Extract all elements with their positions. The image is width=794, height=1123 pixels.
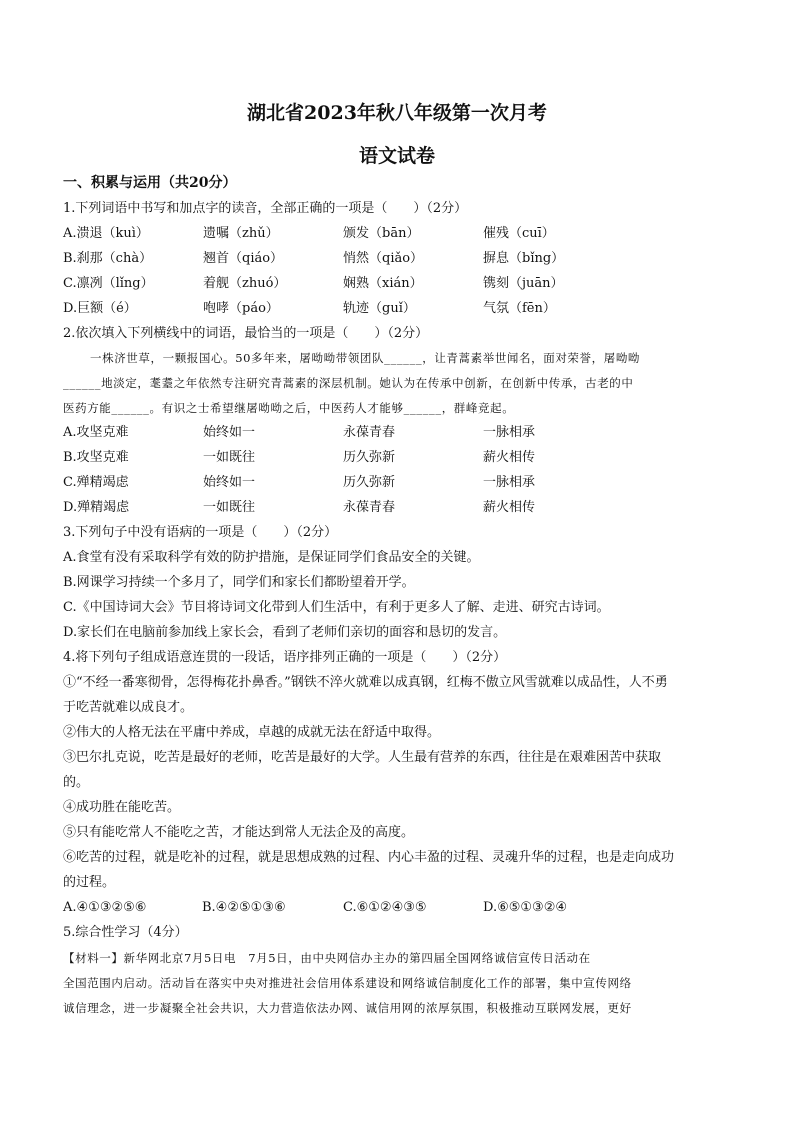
question-4-sentence-line: 于吃苦就难以成良才。 bbox=[63, 700, 194, 715]
question-2-option-row bbox=[63, 500, 763, 518]
question-1-option-row bbox=[63, 276, 763, 294]
question-5-stem: 5.综合性学习（4分） bbox=[63, 925, 188, 940]
option-cell: 镌刻（juān） bbox=[483, 276, 564, 291]
question-4-stem: 4.将下列句子组成语意连贯的一段话，语序排列正确的一项是（ ）（2分） bbox=[63, 650, 507, 665]
option-cell: 一脉相承 bbox=[483, 425, 536, 440]
option-cell: 薪火相传 bbox=[483, 500, 536, 515]
question-1-option-row bbox=[63, 301, 763, 319]
option-cell: 悄然（qiǎo） bbox=[343, 251, 424, 266]
question-1-stem: 1.下列词语中书写和加点字的读音，全部正确的一项是（ ）（2分） bbox=[63, 201, 468, 216]
option-cell: 一脉相承 bbox=[483, 475, 536, 490]
option-cell: C.凛冽（lǐng） bbox=[63, 276, 154, 291]
question-4-sentence-line: ⑥吃苦的过程，就是吃补的过程，就是思想成熟的过程、内心丰盈的过程、灵魂升华的过程，也是走向成功 bbox=[63, 850, 675, 865]
question-2-option-row bbox=[63, 450, 763, 468]
question-4-sentence-line: ④成功胜在能吃苦。 bbox=[63, 800, 181, 815]
option-cell: B.刹那（chà） bbox=[63, 251, 153, 266]
option-cell: 气氛（fēn） bbox=[483, 301, 556, 316]
section-heading: 一、积累与运用（共20分） bbox=[63, 175, 237, 191]
option-cell: 娴熟（xián） bbox=[343, 276, 423, 291]
option-cell: 历久弥新 bbox=[343, 475, 396, 490]
question-1-option-row bbox=[63, 251, 763, 269]
option-cell: 一如既往 bbox=[203, 450, 256, 465]
question-5-material-line: 诚信理念，进一步凝聚全社会共识，大力营造依法办网、诚信用网的浓厚氛围，积极推动互联网发展，更好 bbox=[63, 1001, 632, 1015]
question-2-option-row bbox=[63, 475, 763, 493]
option-cell: C.⑥①②④③⑤ bbox=[343, 900, 427, 915]
option-cell: 催残（cuī） bbox=[483, 226, 555, 241]
option-cell: 咆哮（páo） bbox=[203, 301, 279, 316]
option-cell: B.④②⑤①③⑥ bbox=[202, 900, 286, 915]
option-cell: 翘首（qiáo） bbox=[203, 251, 284, 266]
question-3-option: C.《中国诗词大会》节目将诗词文化带到人们生活中，有利于更多人了解、走进、研究古诗词。 bbox=[63, 600, 610, 615]
option-cell: A.攻坚克难 bbox=[63, 425, 129, 440]
question-2-option-row bbox=[63, 425, 763, 443]
question-2-passage-line: 一株济世草，一颗报国心。50多年来，屠呦呦带领团队______，让青蒿素举世闻名，面对荣誉，屠呦呦 bbox=[90, 351, 641, 365]
option-cell: 摒息（bǐng） bbox=[483, 251, 565, 266]
exam-subtitle: 语文试卷 bbox=[358, 145, 435, 167]
option-cell: A.④①③②⑤⑥ bbox=[63, 900, 147, 915]
question-4-sentence-line: 的。 bbox=[63, 775, 90, 790]
question-1-option-row bbox=[63, 226, 763, 244]
option-cell: 遗嘱（zhǔ） bbox=[203, 226, 279, 241]
option-cell: 始终如一 bbox=[203, 475, 256, 490]
option-cell: B.攻坚克难 bbox=[63, 450, 129, 465]
option-cell: 颁发（bān） bbox=[343, 226, 420, 241]
option-cell: 永葆青春 bbox=[343, 500, 396, 515]
option-cell: D.⑥⑤①③②④ bbox=[483, 900, 568, 915]
question-4-sentence-line: 的过程。 bbox=[63, 875, 116, 890]
option-cell: 永葆青春 bbox=[343, 425, 396, 440]
question-4-sentence-line: ①“不经一番寒彻骨，怎得梅花扑鼻香。”钢铁不淬火就难以成真钢，红梅不傲立风雪就难以成品性，人不勇 bbox=[63, 675, 668, 690]
question-4-sentence-line: ③巴尔扎克说，吃苦是最好的老师，吃苦是最好的大学。人生最有营养的东西，往往是在艰难困苦中获取 bbox=[63, 750, 662, 765]
option-cell: D.巨额（é） bbox=[63, 301, 137, 316]
option-cell: A.溃退（kuì） bbox=[63, 226, 149, 241]
option-cell: 历久弥新 bbox=[343, 450, 396, 465]
option-cell: C.殚精竭虑 bbox=[63, 475, 129, 490]
option-cell: 始终如一 bbox=[203, 425, 256, 440]
option-cell: 轨迹（guǐ） bbox=[343, 301, 416, 316]
question-3-option: D.家长们在电脑前参加线上家长会，看到了老师们亲切的面容和恳切的发言。 bbox=[63, 625, 507, 640]
option-cell: 薪火相传 bbox=[483, 450, 536, 465]
question-3-stem: 3.下列句子中没有语病的一项是（ ）（2分） bbox=[63, 525, 338, 540]
option-cell: 着舰（zhuó） bbox=[203, 276, 287, 291]
option-cell: 一如既往 bbox=[203, 500, 256, 515]
question-3-option: A.食堂有没有采取科学有效的防护措施，是保证同学们食品安全的关键。 bbox=[63, 550, 480, 565]
question-5-material-line: 全国范围内启动。活动旨在落实中央对推进社会信用体系建设和网络诚信制度化工作的部署，集中宣传网络 bbox=[63, 976, 632, 990]
question-4-sentence-line: ②伟大的人格无法在平庸中养成，卓越的成就无法在舒适中取得。 bbox=[63, 725, 441, 740]
question-4-sentence-line: ⑤只有能吃常人不能吃之苦，才能达到常人无法企及的高度。 bbox=[63, 825, 415, 840]
option-cell: D.殚精竭虑 bbox=[63, 500, 130, 515]
question-5-material-line: 【材料一】新华网北京7月5日电 7月5日，由中央网信办主办的第四届全国网络诚信宣传日活动在 bbox=[63, 951, 591, 965]
exam-title: 湖北省2023年秋八年级第一次月考 bbox=[247, 102, 547, 124]
question-2-passage-line: ______地淡定，耄耋之年依然专注研究青蒿素的深层机制。她认为在传承中创新，在创新中传承，古老的中 bbox=[63, 376, 634, 390]
question-2-passage-line: 医药方能______。有识之士希望继屠呦呦之后，中医药人才能够______，群峰竞起。 bbox=[63, 401, 515, 415]
question-2-stem: 2.依次填入下列横线中的词语，最恰当的一项是（ ）（2分） bbox=[63, 326, 429, 341]
question-3-option: B.网课学习持续一个多月了，同学们和家长们都盼望着开学。 bbox=[63, 575, 415, 590]
